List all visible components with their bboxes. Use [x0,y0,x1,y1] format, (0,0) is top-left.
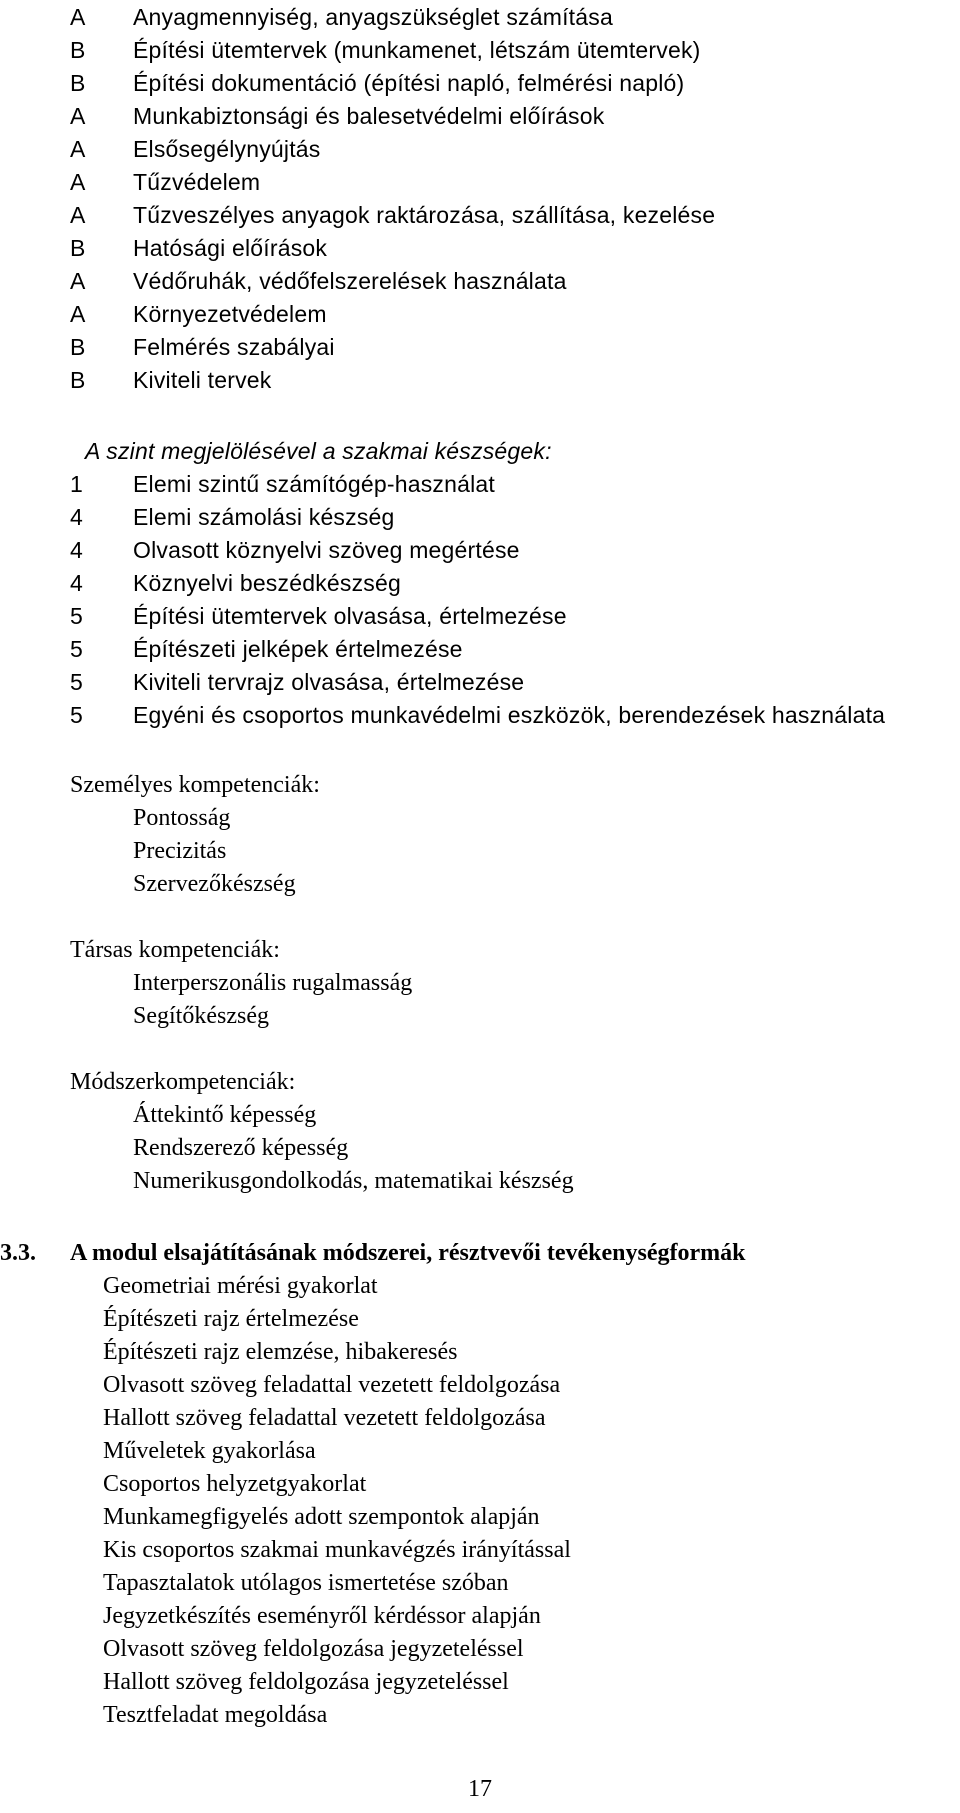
skill-text: Építészeti jelképek értelmezése [133,636,463,662]
list-item: Munkamegfigyelés adott szempontok alapján [103,1504,540,1530]
level-label: A [70,136,86,162]
subject-text: Hatósági előírások [133,235,328,261]
skills-heading: A szint megjelölésével a szakmai készségek: [85,438,552,464]
level-label: B [70,70,86,96]
subject-text: Elsősegélynyújtás [133,136,321,162]
level-number: 4 [70,570,83,596]
list-item: Tesztfeladat megoldása [103,1702,328,1728]
page-number: 17 [468,1776,492,1802]
level-number: 5 [70,603,83,629]
level-label: A [70,301,86,327]
subject-text: Védőruhák, védőfelszerelések használata [133,268,567,294]
list-item: Építészeti rajz értelmezése [103,1306,359,1332]
level-number: 4 [70,537,83,563]
subject-text: Anyagmennyiség, anyagszükséglet számítása [133,4,613,30]
subject-text: Felmérés szabályai [133,334,335,360]
list-item: Numerikusgondolkodás, matematikai készség [133,1168,574,1194]
skill-text: Elemi szintű számítógép-használat [133,471,495,497]
list-item: Csoportos helyzetgyakorlat [103,1471,367,1497]
level-label: A [70,4,86,30]
skill-text: Elemi számolási készség [133,504,395,530]
level-label: B [70,334,86,360]
subject-text: Tűzveszélyes anyagok raktározása, szállítása, kezelése [133,202,716,228]
list-item: Rendszerező képesség [133,1135,349,1161]
skill-text: Egyéni és csoportos munkavédelmi eszközök, berendezések használata [133,702,886,728]
method-competencies-heading: Módszerkompetenciák: [70,1069,296,1095]
section-title: A modul elsajátításának módszerei, résztvevői tevékenységformák [70,1240,746,1266]
subject-text: Tűzvédelem [133,169,261,195]
level-label: B [70,235,86,261]
list-item: Olvasott szöveg feladattal vezetett feldolgozása [103,1372,561,1398]
level-label: B [70,37,86,63]
list-item: Műveletek gyakorlása [103,1438,316,1464]
list-item: Interperszonális rugalmasság [133,970,413,996]
skill-text: Olvasott köznyelvi szöveg megértése [133,537,520,563]
level-label: A [70,169,86,195]
personal-competencies-heading: Személyes kompetenciák: [70,772,320,798]
list-item: Szervezőkészség [133,871,296,897]
skill-text: Köznyelvi beszédkészség [133,570,401,596]
level-number: 5 [70,636,83,662]
list-item: Áttekintő képesség [133,1102,317,1128]
list-item: Kis csoportos szakmai munkavégzés irányítással [103,1537,571,1563]
level-label: B [70,367,86,393]
subject-text: Környezetvédelem [133,301,327,327]
subject-text: Építési dokumentáció (építési napló, felmérési napló) [133,70,685,96]
skill-text: Kiviteli tervrajz olvasása, értelmezése [133,669,525,695]
level-number: 4 [70,504,83,530]
subject-text: Kiviteli tervek [133,367,272,393]
section-number: 3.3. [0,1240,36,1266]
list-item: Hallott szöveg feladattal vezetett feldolgozása [103,1405,546,1431]
list-item: Építészeti rajz elemzése, hibakeresés [103,1339,458,1365]
list-item: Olvasott szöveg feldolgozása jegyzeteléssel [103,1636,524,1662]
list-item: Pontosság [133,805,231,831]
level-number: 5 [70,669,83,695]
level-number: 5 [70,702,83,728]
list-item: Precizitás [133,838,227,864]
skill-text: Építési ütemtervek olvasása, értelmezése [133,603,567,629]
level-label: A [70,103,86,129]
subject-text: Munkabiztonsági és balesetvédelmi előírások [133,103,605,129]
social-competencies-heading: Társas kompetenciák: [70,937,280,963]
list-item: Jegyzetkészítés eseményről kérdéssor alapján [103,1603,541,1629]
subject-text: Építési ütemtervek (munkamenet, létszám ütemtervek) [133,37,701,63]
list-item: Tapasztalatok utólagos ismertetése szóban [103,1570,509,1596]
level-label: A [70,202,86,228]
list-item: Hallott szöveg feldolgozása jegyzeteléssel [103,1669,509,1695]
list-item: Geometriai mérési gyakorlat [103,1273,378,1299]
level-label: A [70,268,86,294]
list-item: Segítőkészség [133,1003,269,1029]
level-number: 1 [70,471,83,497]
